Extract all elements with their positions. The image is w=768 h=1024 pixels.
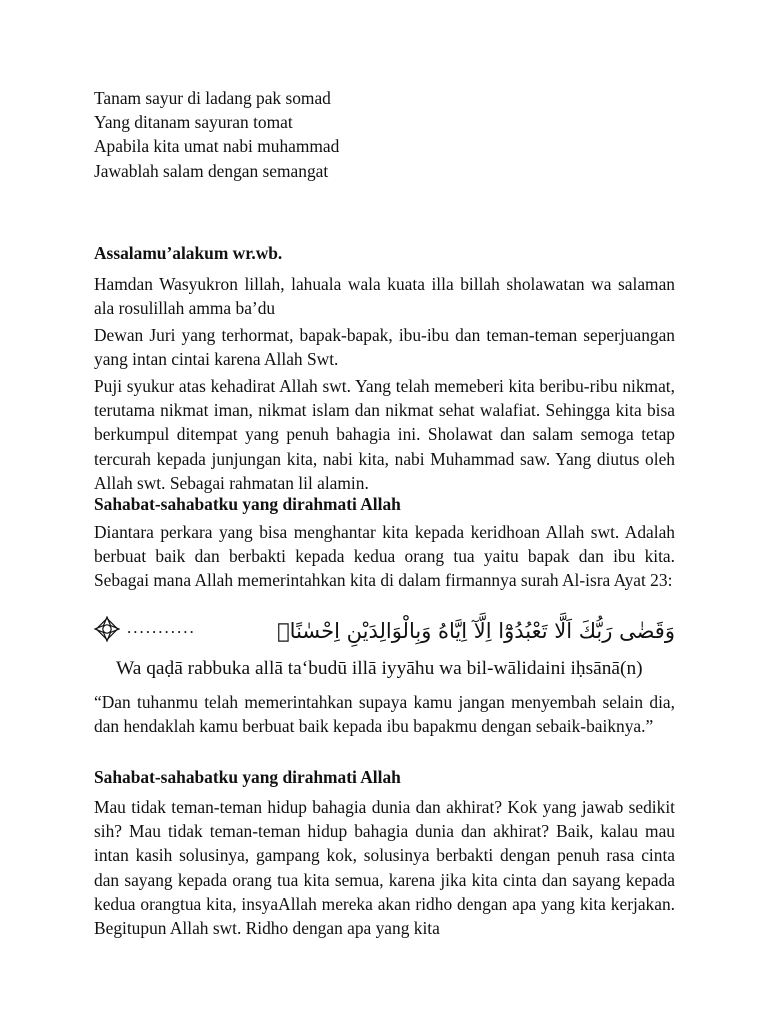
- paragraph-mau: Mau tidak teman-teman hidup bahagia dunia dan akhirat? Kok yang jawab sedikit sih? Mau tidak teman-teman hidup bahagia dunia dan akhirat? Baik, kalau mau intan kasih solusinya, gampang kok, solusinya berbakti dengan penuh rasa cinta dan sayang kepada orang tua kita semua, karena jika kita cinta dan sayang kepada kedua orangtua kita, insyaAllah mereka akan ridho dengan apa yang kita kerjakan. Begitupun Allah swt. Ridho dengan apa yang kita: [94, 797, 675, 939]
- pantun-line: Apabila kita umat nabi muhammad: [94, 136, 340, 157]
- greeting: Assalamu’alakum wr.wb.: [94, 243, 283, 263]
- arabic-verse-line: [94, 611, 675, 651]
- arabic-verse: وَقَضٰى رَبُّكَ اَلَّا تَعْبُدُوْٓا اِلَّآ اِيَّاهُ وَبِالْوَالِدَيْنِ اِحْسٰنًاۗ: [277, 618, 675, 643]
- pantun-line: Yang ditanam sayuran tomat: [94, 112, 293, 133]
- pantun-line: Tanam sayur di ladang pak somad: [94, 88, 331, 108]
- paragraph-puji: Puji syukur atas kehadirat Allah swt. Yang telah memeberi kita beribu-ribu nikmat, terutama nikmat iman, nikmat islam dan nikmat sehat walafiat. Sehingga kita bisa berkumpul ditempat yang penuh bahagia ini. Sholawat dan salam semoga tetap tercurah kepada junjungan kita, nabi kita, nabi Muhammad saw. Yang diutus oleh Allah swt. Sebagai rahmatan lil alamin.: [94, 376, 675, 493]
- paragraph-dewan: Dewan Juri yang terhormat, bapak-bapak, ibu-ibu dan teman-teman seperjuangan yang intan cintai karena Allah Swt.: [94, 325, 675, 370]
- verse-dots: ...........: [127, 618, 196, 637]
- pantun-block: [94, 86, 675, 183]
- section-heading: Sahabat-sahabatku yang dirahmati Allah: [94, 494, 401, 514]
- pantun-line: Jawablah salam dengan semangat: [94, 160, 329, 181]
- paragraph-hamdan: Hamdan Wasyukron lillah, lahuala wala kuata illa billah sholawatan wa salaman ala rosulillah amma ba’du: [94, 274, 675, 319]
- paragraph-translation: “Dan tuhanmu telah memerintahkan supaya kamu jangan menyembah selain dia, dan hendaklah kamu berbuat baik kepada ibu bapakmu dengan sebaik-baiknya.”: [94, 692, 675, 737]
- paragraph-diantara: Diantara perkara yang bisa menghantar kita kepada keridhoan Allah swt. Adalah berbuat baik dan berbakti kepada kedua orang tua yaitu bapak dan ibu kita. Sebagai mana Allah memerintahkan kita di dalam firmannya surah Al-isra Ayat 23:: [94, 522, 675, 591]
- verse-transliteration: Wa qaḍā rabbuka allā ta‘budū illā iyyāhu wa bil-wālidaini iḥsānā(n): [116, 658, 643, 679]
- section-heading: Sahabat-sahabatku yang dirahmati Allah: [94, 767, 401, 787]
